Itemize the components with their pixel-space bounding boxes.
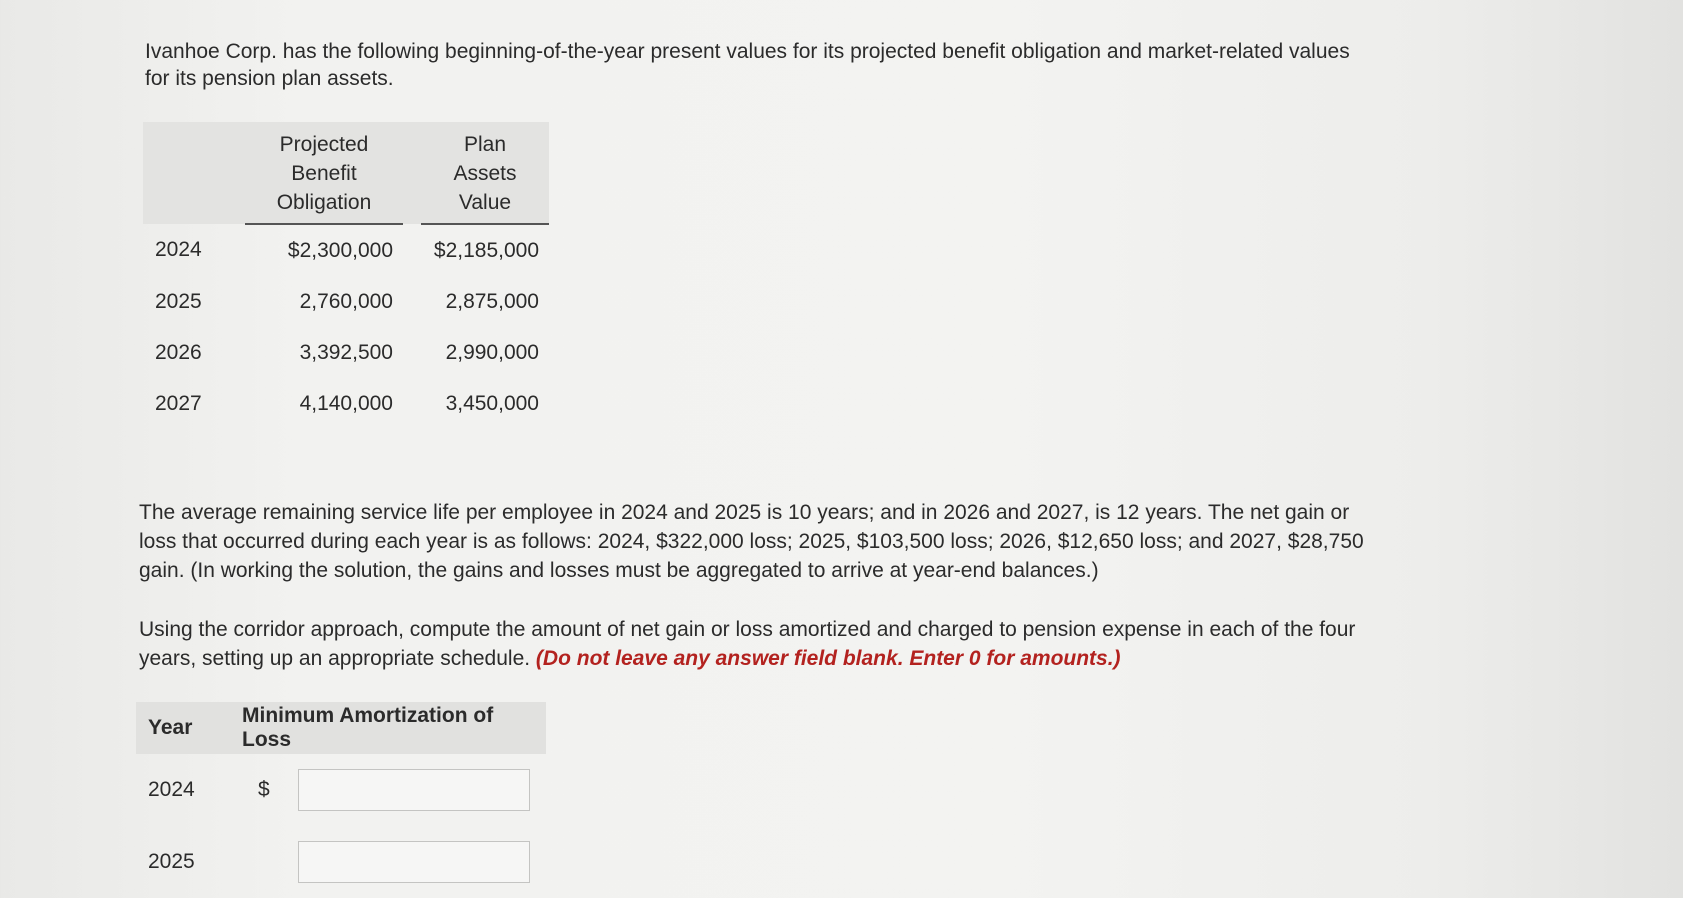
intro-text: Ivanhoe Corp. has the following beginning-of-the-year present values for its projected benefit obligation and market-related values for its pension plan assets. (145, 40, 1350, 90)
amortization-2024-input[interactable] (298, 769, 530, 811)
header-gap (403, 122, 421, 224)
year-column-header: Year (136, 702, 230, 754)
currency-symbol: $ (258, 778, 270, 801)
amortization-2025-input[interactable] (298, 841, 530, 883)
gap-cell (403, 378, 421, 429)
pbo-header-label: Projected Benefit Obligation (276, 133, 372, 214)
year-cell: 2027 (155, 391, 202, 415)
answer-wrap (242, 769, 534, 811)
plan-assets-value: $2,185,000 (433, 238, 539, 262)
year-cell: 2024 (155, 238, 202, 261)
amortization-header (136, 702, 546, 754)
table-row (143, 224, 549, 276)
amortization-table (136, 702, 546, 898)
gap-cell (403, 327, 421, 378)
plan-assets-value: 2,990,000 (445, 340, 539, 364)
pbo-year-header (143, 122, 245, 224)
plan-assets-value: 3,450,000 (445, 391, 539, 415)
pbo-table-header (143, 122, 549, 224)
question-text: Using the corridor approach, compute the amount of net gain or loss amortized and charged to pension expense in each of the four years, setting up an appropriate schedule. (139, 618, 1356, 670)
year-label: 2025 (148, 850, 195, 873)
answer-cell (230, 826, 546, 898)
gap-cell (403, 224, 421, 276)
table-row (143, 378, 549, 429)
year-label: 2024 (148, 778, 195, 801)
gap-cell (403, 276, 421, 327)
plan-assets-header (421, 122, 549, 224)
pbo-value: 2,760,000 (299, 289, 393, 313)
plan-assets-header-label: Plan Assets Value (453, 133, 517, 214)
year-cell: 2026 (155, 340, 202, 364)
plan-assets-value: 2,875,000 (445, 289, 539, 313)
instruction-text: (Do not leave any answer field blank. Enter 0 for amounts.) (535, 647, 1121, 670)
pbo-header (245, 122, 403, 224)
answer-wrap (242, 841, 534, 883)
pbo-value: 4,140,000 (299, 391, 393, 415)
table-row (136, 826, 546, 898)
min-amortization-header: Minimum Amortization of Loss (230, 702, 546, 754)
year-cell: 2025 (155, 289, 202, 313)
pbo-value: 3,392,500 (299, 340, 393, 364)
service-life-paragraph: The average remaining service life per employee in 2024 and 2025 is 10 years; and in 2026 and 2027, is 12 years. The net gain or loss that occurred during each year is as follows: 2024, $322,000 loss; 2025, $103,500 loss; 2026, $12,650 loss; and 2027, $28,750 gain. (In working the solution, the gains and losses must be aggregated to arrive at year-end balances.) (139, 501, 1364, 582)
table-row (136, 754, 546, 826)
pbo-table (143, 122, 549, 429)
question-paragraph (139, 615, 1379, 673)
answer-cell (230, 754, 546, 826)
table-row (143, 327, 549, 378)
table-row (143, 276, 549, 327)
pbo-value: $2,300,000 (287, 238, 393, 262)
